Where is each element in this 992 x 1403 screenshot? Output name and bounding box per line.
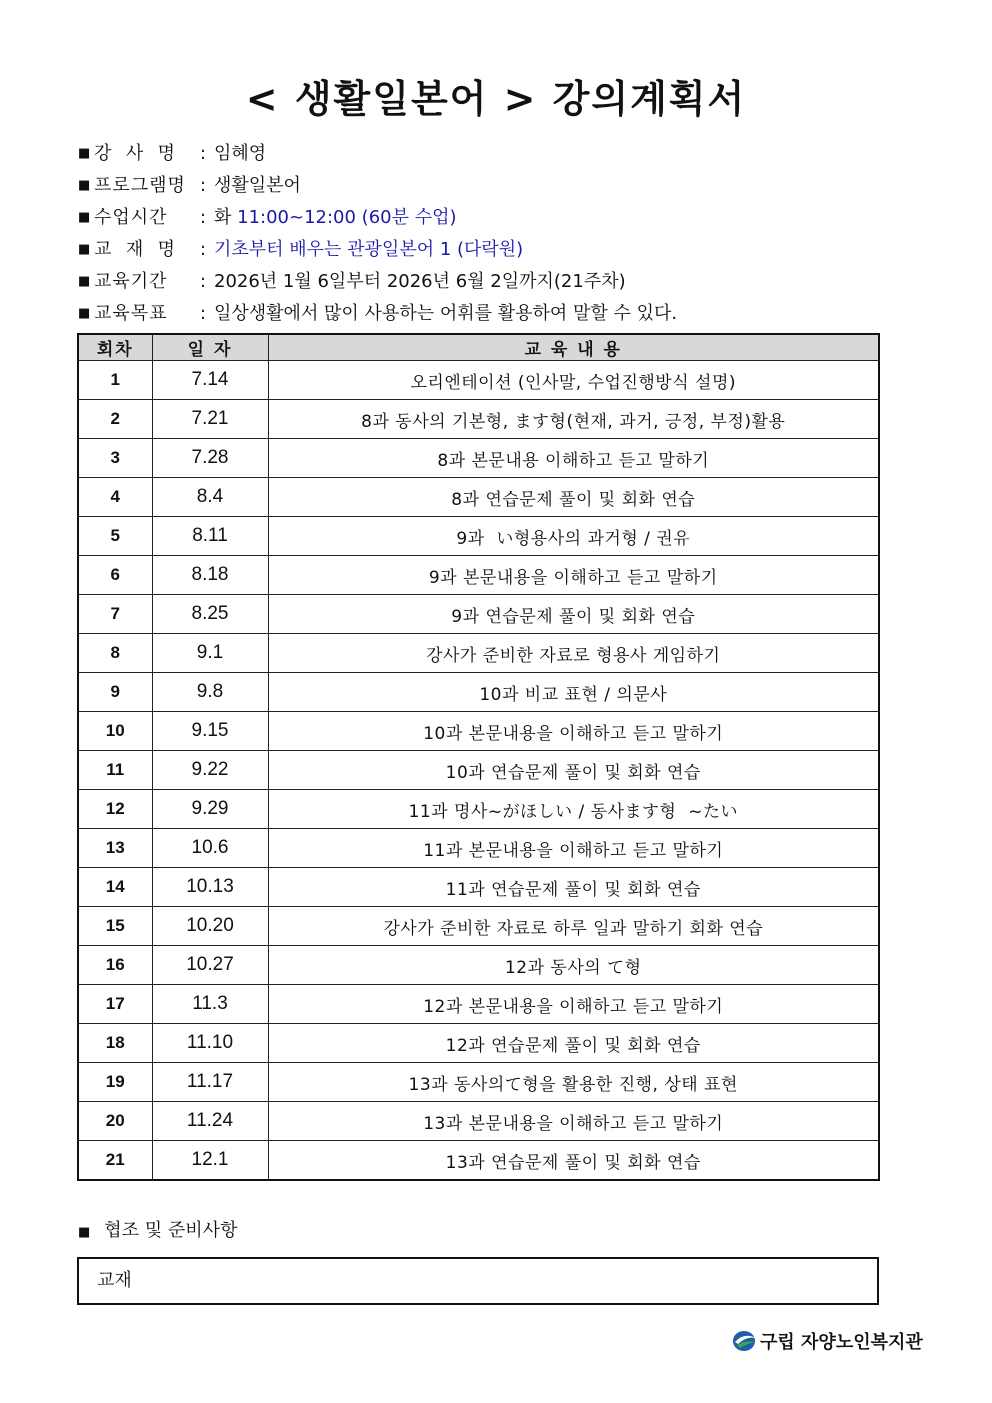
session-number: 3 bbox=[78, 439, 152, 478]
session-number: 11 bbox=[78, 751, 152, 790]
session-number: 4 bbox=[78, 478, 152, 517]
session-date: 9.1 bbox=[152, 634, 268, 673]
table-row bbox=[78, 400, 879, 439]
info-value-wrap bbox=[214, 202, 457, 234]
session-date: 11.10 bbox=[152, 1024, 268, 1063]
page-title: < 생활일본어 > 강의계획서 bbox=[245, 77, 747, 121]
welfare-center-logo-icon bbox=[732, 1330, 758, 1352]
info-value: 임혜영 bbox=[214, 143, 267, 164]
info-row bbox=[78, 138, 898, 170]
session-date: 10.20 bbox=[152, 907, 268, 946]
table-row bbox=[78, 868, 879, 907]
session-content: 13과 동사의て형을 활용한 진행, 상태 표현 bbox=[268, 1063, 879, 1102]
info-colon: : bbox=[200, 207, 207, 228]
session-number: 21 bbox=[78, 1141, 152, 1181]
session-date: 8.11 bbox=[152, 517, 268, 556]
bullet-icon: ■ bbox=[78, 1225, 91, 1240]
session-number: 18 bbox=[78, 1024, 152, 1063]
session-number: 1 bbox=[78, 361, 152, 400]
session-number: 7 bbox=[78, 595, 152, 634]
session-date: 9.22 bbox=[152, 751, 268, 790]
session-date: 7.28 bbox=[152, 439, 268, 478]
info-value-wrap bbox=[214, 266, 626, 298]
session-date: 9.15 bbox=[152, 712, 268, 751]
table-row bbox=[78, 478, 879, 517]
session-content: 10과 본문내용을 이해하고 듣고 말하기 bbox=[268, 712, 879, 751]
info-value-wrap bbox=[214, 298, 677, 330]
table-row bbox=[78, 556, 879, 595]
info-label: 강 사 명 bbox=[94, 143, 177, 164]
table-row bbox=[78, 751, 879, 790]
bullet-icon: ■ bbox=[78, 210, 91, 225]
session-content: 12과 본문내용을 이해하고 듣고 말하기 bbox=[268, 985, 879, 1024]
table-row bbox=[78, 712, 879, 751]
session-content: 9과 い형용사의 과거형 / 권유 bbox=[268, 517, 879, 556]
header-date: 일 자 bbox=[152, 334, 268, 361]
info-value: 생활일본어 bbox=[214, 175, 301, 196]
info-label: 프로그램명 bbox=[94, 175, 186, 196]
session-number: 20 bbox=[78, 1102, 152, 1141]
table-header-row bbox=[78, 334, 879, 361]
table-row bbox=[78, 829, 879, 868]
info-colon: : bbox=[200, 271, 207, 292]
info-value-wrap bbox=[214, 234, 523, 266]
table-row bbox=[78, 439, 879, 478]
session-number: 16 bbox=[78, 946, 152, 985]
info-row bbox=[78, 266, 898, 298]
session-content: 9과 본문내용을 이해하고 듣고 말하기 bbox=[268, 556, 879, 595]
header-session: 회차 bbox=[78, 334, 152, 361]
session-number: 8 bbox=[78, 634, 152, 673]
session-date: 8.4 bbox=[152, 478, 268, 517]
header-content: 교 육 내 용 bbox=[268, 334, 879, 361]
info-label: 교육목표 bbox=[94, 303, 168, 324]
preparation-box: 교재 bbox=[77, 1257, 879, 1305]
info-row bbox=[78, 202, 898, 234]
info-colon: : bbox=[200, 175, 207, 196]
bullet-icon: ■ bbox=[78, 146, 91, 161]
info-row bbox=[78, 298, 898, 330]
session-content: 8과 동사의 기본형, ます형(현재, 과거, 긍정, 부정)활용 bbox=[268, 400, 879, 439]
session-number: 9 bbox=[78, 673, 152, 712]
session-number: 14 bbox=[78, 868, 152, 907]
table-row bbox=[78, 907, 879, 946]
preparation-heading-text: 협조 및 준비사항 bbox=[104, 1220, 238, 1241]
session-date: 9.8 bbox=[152, 673, 268, 712]
table-body bbox=[78, 361, 879, 1181]
footer-logo bbox=[732, 1328, 923, 1354]
table-row bbox=[78, 946, 879, 985]
session-content: 강사가 준비한 자료로 형용사 게임하기 bbox=[268, 634, 879, 673]
info-colon: : bbox=[200, 143, 207, 164]
bullet-icon: ■ bbox=[78, 306, 91, 321]
session-number: 17 bbox=[78, 985, 152, 1024]
table-row bbox=[78, 1024, 879, 1063]
table-row bbox=[78, 361, 879, 400]
info-value-prefix: 화 bbox=[214, 207, 232, 228]
info-label: 교육기간 bbox=[94, 271, 168, 292]
session-content: 11과 명사~がほしい / 동사ます형 ~たい bbox=[268, 790, 879, 829]
session-content: 강사가 준비한 자료로 하루 일과 말하기 회화 연습 bbox=[268, 907, 879, 946]
session-content: 9과 연습문제 풀이 및 회화 연습 bbox=[268, 595, 879, 634]
session-date: 11.24 bbox=[152, 1102, 268, 1141]
session-number: 6 bbox=[78, 556, 152, 595]
bullet-icon: ■ bbox=[78, 242, 91, 257]
session-number: 15 bbox=[78, 907, 152, 946]
info-row bbox=[78, 170, 898, 202]
session-date: 10.6 bbox=[152, 829, 268, 868]
table-row bbox=[78, 1063, 879, 1102]
session-content: 11과 본문내용을 이해하고 듣고 말하기 bbox=[268, 829, 879, 868]
session-content: 10과 연습문제 풀이 및 회화 연습 bbox=[268, 751, 879, 790]
preparation-heading bbox=[78, 1216, 237, 1242]
session-date: 10.13 bbox=[152, 868, 268, 907]
bullet-icon: ■ bbox=[78, 274, 91, 289]
session-content: 오리엔테이션 (인사말, 수업진행방식 설명) bbox=[268, 361, 879, 400]
session-content: 12과 연습문제 풀이 및 회화 연습 bbox=[268, 1024, 879, 1063]
session-date: 8.25 bbox=[152, 595, 268, 634]
info-value: 기초부터 배우는 관광일본어 1 (다락원) bbox=[214, 239, 524, 260]
info-colon: : bbox=[200, 303, 207, 324]
session-content: 11과 연습문제 풀이 및 회화 연습 bbox=[268, 868, 879, 907]
session-date: 8.18 bbox=[152, 556, 268, 595]
session-content: 8과 본문내용 이해하고 듣고 말하기 bbox=[268, 439, 879, 478]
info-value: 11:00~12:00 (60분 수업) bbox=[237, 207, 457, 228]
organization-name: 구립 자양노인복지관 bbox=[760, 1332, 923, 1353]
session-date: 12.1 bbox=[152, 1141, 268, 1181]
session-date: 11.17 bbox=[152, 1063, 268, 1102]
table-row bbox=[78, 595, 879, 634]
table-row bbox=[78, 1141, 879, 1181]
info-label: 수업시간 bbox=[94, 207, 168, 228]
info-value: 2026년 1월 6일부터 2026년 6월 2일까지(21주차) bbox=[214, 271, 626, 292]
info-value-wrap bbox=[214, 170, 301, 202]
session-number: 12 bbox=[78, 790, 152, 829]
info-label: 교 재 명 bbox=[94, 239, 177, 260]
table-row bbox=[78, 634, 879, 673]
session-content: 10과 비교 표현 / 의문사 bbox=[268, 673, 879, 712]
session-number: 19 bbox=[78, 1063, 152, 1102]
table-row bbox=[78, 985, 879, 1024]
table-row bbox=[78, 673, 879, 712]
session-number: 2 bbox=[78, 400, 152, 439]
session-content: 13과 본문내용을 이해하고 듣고 말하기 bbox=[268, 1102, 879, 1141]
table-row bbox=[78, 517, 879, 556]
session-date: 11.3 bbox=[152, 985, 268, 1024]
session-content: 13과 연습문제 풀이 및 회화 연습 bbox=[268, 1141, 879, 1181]
session-date: 7.21 bbox=[152, 400, 268, 439]
session-number: 13 bbox=[78, 829, 152, 868]
info-row bbox=[78, 234, 898, 266]
table-row bbox=[78, 790, 879, 829]
session-date: 10.27 bbox=[152, 946, 268, 985]
table-row bbox=[78, 1102, 879, 1141]
info-section bbox=[78, 138, 898, 330]
session-date: 9.29 bbox=[152, 790, 268, 829]
session-number: 10 bbox=[78, 712, 152, 751]
info-value-wrap bbox=[214, 138, 266, 170]
info-value: 일상생활에서 많이 사용하는 어휘를 활용하여 말할 수 있다. bbox=[214, 303, 678, 324]
session-content: 12과 동사의 て형 bbox=[268, 946, 879, 985]
bullet-icon: ■ bbox=[78, 178, 91, 193]
session-content: 8과 연습문제 풀이 및 회화 연습 bbox=[268, 478, 879, 517]
lecture-plan-table bbox=[77, 333, 880, 1181]
info-colon: : bbox=[200, 239, 207, 260]
session-number: 5 bbox=[78, 517, 152, 556]
session-date: 7.14 bbox=[152, 361, 268, 400]
